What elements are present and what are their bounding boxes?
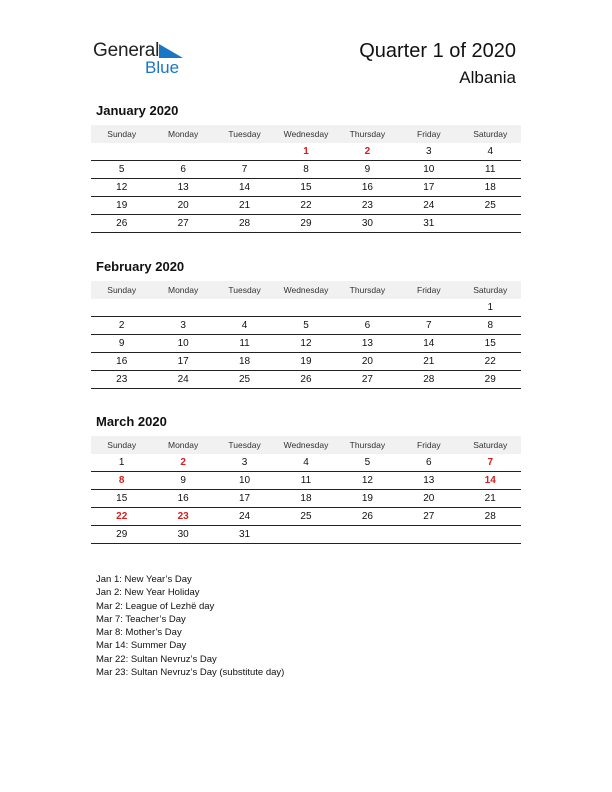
day-cell: 6	[180, 164, 186, 175]
week-row	[91, 490, 521, 508]
weekday-label: Saturday	[473, 440, 508, 450]
weeks-grid	[91, 299, 521, 389]
day-cell: 14	[238, 182, 251, 193]
weekday-label: Wednesday	[283, 129, 329, 139]
month-title: January 2020	[96, 103, 179, 118]
weekday-label: Thursday	[349, 440, 386, 450]
day-cell: 23	[361, 200, 373, 211]
day-cell: 7	[426, 320, 432, 331]
day-cell: 11	[239, 338, 250, 349]
day-cell: 6	[364, 320, 371, 331]
month-calendar-february	[91, 259, 521, 389]
week-row	[91, 454, 521, 472]
day-cell: 7	[241, 164, 248, 175]
weekday-label: Wednesday	[283, 440, 329, 450]
day-cell: 8	[487, 320, 494, 331]
day-cell: 18	[238, 356, 251, 367]
day-cell: 10	[177, 338, 189, 349]
day-cell: 11	[300, 475, 312, 486]
day-cell-holiday: 8	[118, 475, 125, 486]
day-cell: 27	[361, 374, 373, 385]
day-cell: 25	[484, 200, 496, 211]
day-cell: 21	[423, 356, 435, 367]
day-cell: 8	[303, 164, 309, 175]
day-cell: 11	[485, 164, 496, 175]
day-cell: 20	[361, 356, 373, 367]
day-cell: 4	[487, 146, 494, 157]
holiday-note: Mar 23: Sultan Nevruz’s Day (substitute day)	[96, 667, 285, 679]
day-cell: 19	[116, 200, 128, 211]
day-cell: 1	[487, 302, 494, 313]
day-cell: 22	[300, 200, 312, 211]
day-cell: 13	[177, 182, 189, 193]
day-cell: 28	[423, 374, 435, 385]
weekday-header-row	[91, 125, 521, 143]
week-row	[91, 197, 521, 215]
day-cell: 3	[426, 146, 432, 157]
day-cell: 31	[423, 218, 435, 229]
day-cell: 6	[426, 457, 432, 468]
weekday-header-row	[91, 436, 521, 454]
day-cell: 12	[361, 475, 373, 486]
day-cell: 20	[423, 493, 435, 504]
day-cell: 20	[177, 200, 189, 211]
day-cell: 24	[238, 511, 251, 522]
day-cell: 5	[118, 164, 125, 175]
weekday-label: Sunday	[107, 440, 137, 450]
week-row	[91, 179, 521, 197]
day-cell-holiday: 23	[177, 511, 189, 522]
day-cell: 25	[300, 511, 312, 522]
weekday-label: Friday	[417, 129, 441, 139]
week-row	[91, 161, 521, 179]
day-cell: 16	[361, 182, 373, 193]
day-cell: 30	[361, 218, 373, 229]
holiday-note: Jan 1: New Year’s Day	[96, 574, 192, 585]
weekday-label: Monday	[168, 440, 199, 450]
day-cell: 19	[300, 356, 312, 367]
month-title: March 2020	[96, 414, 167, 429]
weekday-label: Tuesday	[228, 285, 261, 295]
day-cell: 13	[423, 475, 435, 486]
brand-logo	[93, 40, 193, 80]
day-cell: 21	[238, 200, 251, 211]
day-cell: 17	[177, 356, 189, 367]
day-cell-holiday: 22	[116, 511, 128, 522]
day-cell-holiday: 2	[364, 146, 371, 157]
logo-flag-icon	[159, 44, 183, 58]
day-cell-holiday: 2	[180, 457, 186, 468]
weekday-label: Tuesday	[228, 129, 261, 139]
day-cell: 9	[118, 338, 125, 349]
day-cell: 29	[300, 218, 312, 229]
holiday-note: Jan 2: New Year Holiday	[96, 587, 200, 599]
day-cell: 22	[484, 356, 496, 367]
weekday-label: Friday	[417, 285, 441, 295]
day-cell: 29	[484, 374, 496, 385]
day-cell: 1	[118, 457, 125, 468]
week-row	[91, 299, 521, 317]
weekday-label: Monday	[168, 285, 199, 295]
weekday-label: Thursday	[349, 129, 386, 139]
week-row	[91, 526, 521, 544]
weekday-label: Friday	[417, 440, 441, 450]
month-calendar-march	[91, 414, 521, 544]
holiday-list	[96, 573, 284, 679]
weekday-label: Sunday	[107, 129, 137, 139]
day-cell: 14	[423, 338, 435, 349]
month-calendar-january	[91, 103, 521, 233]
day-cell: 21	[484, 493, 496, 504]
day-cell: 12	[300, 338, 312, 349]
day-cell: 28	[238, 218, 251, 229]
week-row	[91, 143, 521, 161]
day-cell: 18	[484, 182, 496, 193]
day-cell: 15	[300, 182, 312, 193]
page-title: Quarter 1 of 2020	[359, 40, 516, 62]
day-cell: 28	[484, 511, 496, 522]
day-cell: 5	[303, 320, 309, 331]
holiday-note: Mar 14: Summer Day	[96, 640, 187, 652]
weekday-label: Sunday	[107, 285, 137, 295]
day-cell-holiday: 1	[303, 146, 309, 157]
day-cell: 3	[180, 320, 186, 331]
day-cell: 27	[177, 218, 189, 229]
week-row	[91, 508, 521, 526]
week-row	[91, 371, 521, 389]
day-cell: 17	[238, 493, 251, 504]
weeks-grid	[91, 143, 521, 233]
day-cell: 10	[423, 164, 435, 175]
day-cell: 19	[361, 493, 373, 504]
day-cell: 23	[116, 374, 128, 385]
day-cell: 16	[177, 493, 189, 504]
day-cell: 16	[116, 356, 128, 367]
day-cell: 2	[118, 320, 125, 331]
day-cell: 31	[238, 529, 251, 540]
day-cell: 9	[180, 475, 186, 486]
day-cell: 4	[303, 457, 309, 468]
day-cell: 26	[300, 374, 312, 385]
logo-text-blue: Blue	[145, 58, 180, 77]
month-title: February 2020	[96, 259, 185, 274]
week-row	[91, 335, 521, 353]
holiday-note: Mar 7: Teacher’s Day	[96, 613, 186, 625]
day-cell: 13	[361, 338, 373, 349]
day-cell: 3	[241, 457, 248, 468]
day-cell: 26	[116, 218, 128, 229]
day-cell: 18	[300, 493, 312, 504]
day-cell: 9	[364, 164, 371, 175]
day-cell: 17	[423, 182, 435, 193]
weekday-label: Wednesday	[283, 285, 329, 295]
weekday-label: Saturday	[473, 129, 508, 139]
day-cell: 25	[238, 374, 251, 385]
weekday-label: Tuesday	[228, 440, 261, 450]
day-cell: 30	[177, 529, 189, 540]
day-cell: 27	[423, 511, 435, 522]
day-cell: 10	[238, 475, 251, 486]
day-cell: 5	[364, 457, 371, 468]
day-cell: 15	[484, 338, 496, 349]
day-cell: 4	[241, 320, 248, 331]
weeks-grid	[91, 454, 521, 544]
day-cell: 29	[116, 529, 128, 540]
logo-text-general: General	[93, 40, 160, 61]
week-row	[91, 215, 521, 233]
week-row	[91, 472, 521, 490]
day-cell: 15	[116, 493, 128, 504]
holiday-note: Mar 22: Sultan Nevruz’s Day	[96, 653, 217, 665]
day-cell: 24	[177, 374, 189, 385]
day-cell-holiday: 7	[487, 457, 494, 468]
weekday-label: Thursday	[349, 285, 386, 295]
holiday-note: Mar 8: Mother’s Day	[96, 627, 182, 639]
day-cell: 24	[423, 200, 435, 211]
day-cell: 12	[116, 182, 128, 193]
week-row	[91, 353, 521, 371]
day-cell-holiday: 14	[484, 475, 496, 486]
week-row	[91, 317, 521, 335]
holiday-note: Mar 2: League of Lezhë day	[96, 600, 215, 612]
weekday-header-row	[91, 281, 521, 299]
day-cell: 26	[361, 511, 373, 522]
weekday-label: Saturday	[473, 285, 508, 295]
country-name: Albania	[459, 68, 516, 87]
weekday-label: Monday	[168, 129, 199, 139]
